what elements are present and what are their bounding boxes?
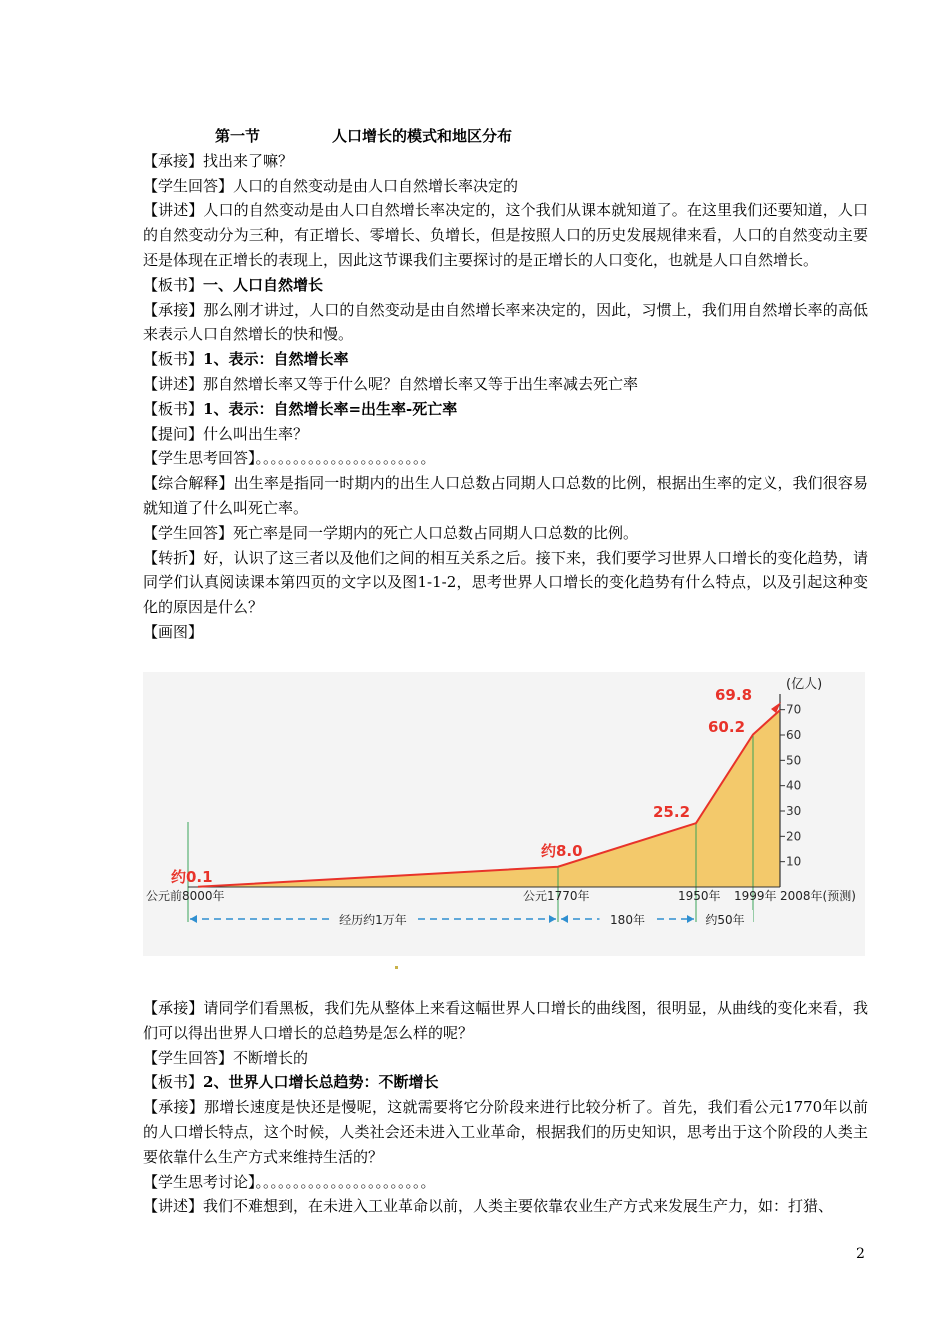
board-heading (143, 1070, 868, 1095)
text-line: 【学生思考讨论】。。。。。。。。。。。。。。。。。。。。。。。 (143, 1172, 436, 1191)
page-number: 2 (856, 1246, 865, 1262)
paragraph: 【承接】那么刚才讲过，人口的自然变动是由自然增长率来决定的，因此，习惯上，我们用自然增长率的高低来表示人口自然增长的快和慢。 (143, 300, 868, 344)
section-title (143, 124, 868, 149)
x-tick-label: 公元1770年 (523, 889, 590, 903)
stray-dot (395, 966, 398, 969)
board-text: 1、表示：自然增长率=出生率-死亡率 (203, 399, 458, 418)
board-text: 2、世界人口增长总趋势：不断增长 (203, 1073, 439, 1092)
y-tick-label: 20 (786, 829, 802, 844)
paragraph: 【承接】那增长速度是快还是慢呢，这就需要将它分阶段来进行比较分析了。首先，我们看公元1770年以前的人口增长特点，这个时候，人类社会还未进入工业革命，根据我们的历史知识，思考出于这个阶段的人类主要依靠什么生产方式来维持生活的？ (143, 1098, 868, 1166)
board-tag: 【板书】 (143, 275, 204, 294)
y-tick-label: 50 (786, 753, 802, 768)
paragraph: 【承接】请同学们看黑板，我们先从整体上来看这幅世界人口增长的曲线图，很明显，从曲线的变化来看，我们可以得出世界人口增长的总趋势是怎么样的呢？ (143, 999, 868, 1042)
text-line: 【学生思考回答】。。。。。。。。。。。。。。。。。。。。。。。 (143, 449, 436, 468)
population-chart-svg (143, 672, 865, 956)
text-line: 【承接】找出来了嘛？ (143, 151, 294, 170)
span-arrowhead (549, 915, 556, 923)
section-number: 第一节 (215, 127, 261, 145)
data-label: 25.2 (653, 803, 691, 821)
y-unit-label: (亿人) (786, 677, 823, 692)
text-line: 【学生回答】不断增长的 (143, 1048, 309, 1067)
text-line: 【学生回答】人口的自然变动是由人口自然增长率决定的 (143, 176, 519, 195)
data-label: 69.8 (715, 686, 753, 704)
y-tick-label: 40 (786, 778, 802, 793)
x-tick-label: 1999年 (734, 889, 777, 903)
span-label: 经历约1万年 (339, 913, 407, 927)
board-text: 一、人口自然增长 (203, 275, 324, 294)
text-line: 【讲述】我们不难想到，在未进入工业革命以前，人类主要依靠农业生产方式来发展生产力，如：打猎、 (143, 1197, 834, 1216)
population-chart (143, 672, 865, 956)
paragraph: 【综合解释】出生率是指同一时期内的出生人口总数占同期人口总数的比例，根据出生率的定义，我们很容易就知道了什么叫死亡率。 (143, 474, 868, 517)
text-line: 【讲述】那自然增长率又等于什么呢？自然增长率又等于出生率减去死亡率 (143, 374, 639, 393)
span-label: 180年 (610, 913, 645, 927)
span-arrowhead (687, 915, 694, 923)
area-fill (198, 710, 780, 887)
board-tag: 【板书】 (143, 350, 204, 369)
text-line: 【提问】什么叫出生率？ (143, 424, 309, 443)
y-tick-label: 10 (786, 854, 802, 869)
paragraph: 【转折】好，认识了这三者以及他们之间的相互关系之后。接下来，我们要学习世界人口增长的变化趋势，请同学们认真阅读课本第四页的文字以及图1-1-2，思考世界人口增长的变化趋势有什么特点，以及引起这种变化的原因是什么？ (143, 548, 868, 617)
text-line: 【学生回答】死亡率是同一学期内的死亡人口总数占同期人口总数的比例。 (143, 523, 639, 542)
document-body (143, 124, 868, 645)
board-heading (143, 397, 868, 422)
x-tick-label: 2008年(预测) (780, 889, 856, 903)
y-tick-label: 70 (786, 702, 802, 717)
data-label: 60.2 (708, 718, 746, 736)
span-arrowhead (190, 915, 197, 923)
data-label: 约8.0 (541, 842, 583, 860)
span-label: 约50年 (705, 913, 745, 927)
board-heading (143, 347, 868, 372)
x-tick-label: 公元前8000年 (146, 889, 225, 903)
board-text: 1、表示：自然增长率 (203, 350, 349, 369)
section-name: 人口增长的模式和地区分布 (332, 127, 513, 145)
data-label: 约0.1 (171, 868, 213, 886)
board-tag: 【板书】 (143, 1073, 204, 1092)
board-heading (143, 273, 868, 298)
paragraph: 【讲述】人口的自然变动是由人口自然增长率决定的，这个我们从课本就知道了。在这里我们还要知道，人口的自然变动分为三种，有正增长、零增长、负增长，但是按照人口的历史发展规律来看，人口的自然变动主要还是体现在正增长的表现上，因此这节课我们主要探讨的是正增长的人口变化，也就是人口自然增长。 (143, 201, 868, 269)
y-tick-label: 30 (786, 804, 802, 818)
span-arrowhead (561, 915, 568, 923)
x-tick-label: 1950年 (678, 889, 721, 903)
y-tick-label: 60 (786, 728, 802, 742)
board-tag: 【板书】 (143, 399, 204, 418)
document-body-continued (143, 996, 868, 1219)
text-line: 【画图】 (143, 622, 204, 641)
